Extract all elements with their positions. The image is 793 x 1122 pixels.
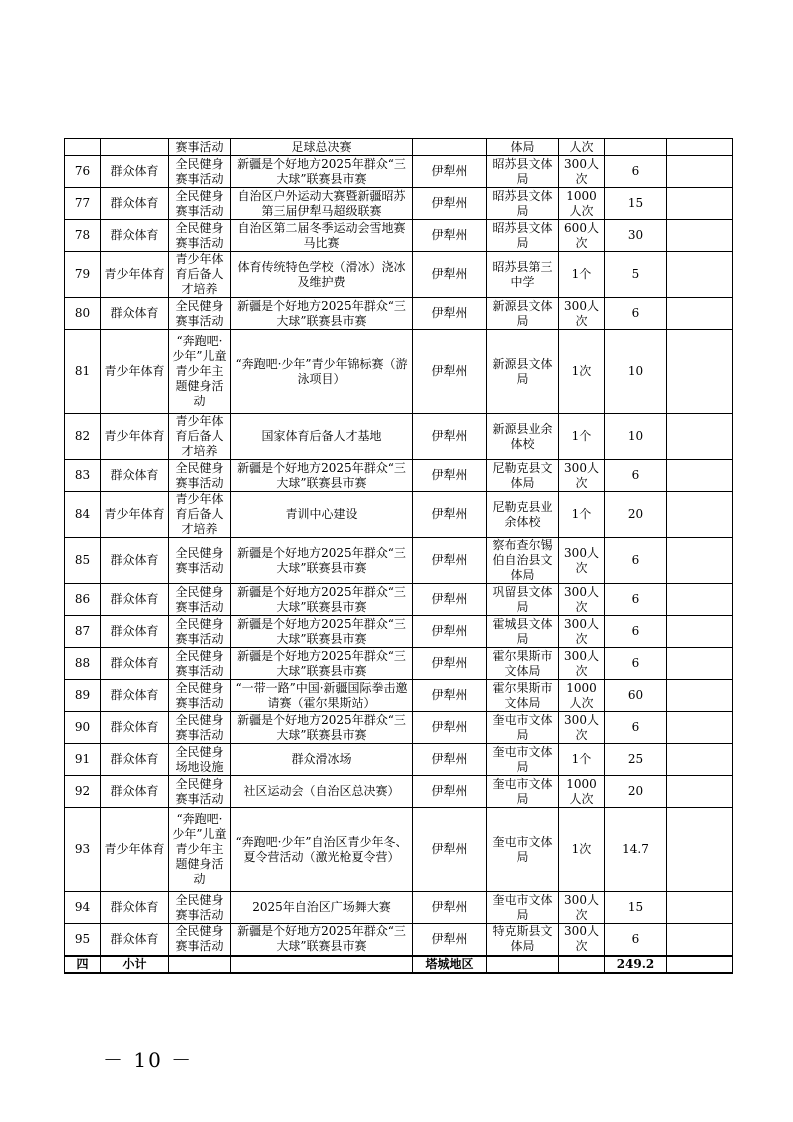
table-row (65, 492, 733, 538)
cell-activity-type: 青少年体育后备人才培养 (169, 414, 231, 460)
cell-activity-type: “奔跑吧·少年”儿童青少年主题健身活动 (169, 330, 231, 414)
table-row (65, 616, 733, 648)
cell-extra (667, 252, 733, 298)
cell-category: 群众体育 (101, 156, 169, 188)
cell-implementing-unit: 奎屯市文体局 (487, 808, 559, 892)
cell-row-number: 87 (65, 616, 101, 648)
cell-quantity: 300人次 (559, 156, 605, 188)
table-row (65, 188, 733, 220)
cell-activity-type: 全民健身赛事活动 (169, 220, 231, 252)
cell-activity-type: 全民健身场地设施 (169, 744, 231, 776)
cell-quantity: 300人次 (559, 892, 605, 924)
table-row (65, 924, 733, 956)
cell-funding: 6 (605, 298, 667, 330)
cell-quantity: 1000人次 (559, 776, 605, 808)
cell-row-number: 80 (65, 298, 101, 330)
cell-category: 青少年体育 (101, 252, 169, 298)
cell-project-name: 群众滑冰场 (231, 744, 413, 776)
cell-region: 伊犁州 (413, 712, 487, 744)
cell-implementing-unit: 新源县业余体校 (487, 414, 559, 460)
table-row (65, 330, 733, 414)
cell-project-name: 体育传统特色学校（滑冰）浇冰及维护费 (231, 252, 413, 298)
cell-extra (667, 139, 733, 156)
cell-row-number: 95 (65, 924, 101, 956)
cell-implementing-unit: 昭苏县文体局 (487, 220, 559, 252)
cell-category: 群众体育 (101, 712, 169, 744)
table-row (65, 220, 733, 252)
cell-project-name: 国家体育后备人才基地 (231, 414, 413, 460)
cell-project-name: “一带一路”中国·新疆国际拳击邀请赛（霍尔果斯站） (231, 680, 413, 712)
subtotal-row (65, 956, 733, 973)
cell-extra (667, 924, 733, 956)
cell-row-number: 82 (65, 414, 101, 460)
cell-row-number: 83 (65, 460, 101, 492)
cell-implementing-unit: 新源县文体局 (487, 298, 559, 330)
table-row (65, 538, 733, 584)
cell-extra (667, 414, 733, 460)
cell-quantity: 300人次 (559, 460, 605, 492)
cell-implementing-unit: 昭苏县第三中学 (487, 252, 559, 298)
cell-category: 青少年体育 (101, 330, 169, 414)
cell-implementing-unit: 尼勒克县文体局 (487, 460, 559, 492)
cell-funding: 6 (605, 924, 667, 956)
cell-funding: 25 (605, 744, 667, 776)
cell-row-number: 88 (65, 648, 101, 680)
cell-row-number: 76 (65, 156, 101, 188)
cell-implementing-unit: 巩留县文体局 (487, 584, 559, 616)
subtotal-quantity (559, 956, 605, 973)
cell-implementing-unit: 奎屯市文体局 (487, 712, 559, 744)
cell-project-name: 新疆是个好地方2025年群众“三大球”联赛县市赛 (231, 156, 413, 188)
cell-quantity: 1000人次 (559, 188, 605, 220)
cell-implementing-unit: 尼勒克县业余体校 (487, 492, 559, 538)
cell-funding: 14.7 (605, 808, 667, 892)
cell-region: 伊犁州 (413, 156, 487, 188)
cell-implementing-unit: 霍城县文体局 (487, 616, 559, 648)
table-row (65, 584, 733, 616)
cell-funding: 6 (605, 460, 667, 492)
cell-category: 群众体育 (101, 538, 169, 584)
cell-implementing-unit: 霍尔果斯市文体局 (487, 680, 559, 712)
table-row (65, 892, 733, 924)
subtotal-activity-type (169, 956, 231, 973)
cell-row-number: 77 (65, 188, 101, 220)
cell-quantity: 300人次 (559, 584, 605, 616)
subtotal-project-name (231, 956, 413, 973)
cell-extra (667, 616, 733, 648)
cell-extra (667, 460, 733, 492)
cell-project-name: “奔跑吧·少年”青少年锦标赛（游泳项目） (231, 330, 413, 414)
cell-quantity: 1个 (559, 492, 605, 538)
cell-activity-type: 青少年体育后备人才培养 (169, 252, 231, 298)
cell-project-name: 新疆是个好地方2025年群众“三大球”联赛县市赛 (231, 460, 413, 492)
cell-activity-type: 全民健身赛事活动 (169, 712, 231, 744)
cell-row-number: 86 (65, 584, 101, 616)
cell-quantity: 1个 (559, 414, 605, 460)
cell-region: 伊犁州 (413, 744, 487, 776)
cell-region: 伊犁州 (413, 252, 487, 298)
cell-extra (667, 330, 733, 414)
cell-row-number: 90 (65, 712, 101, 744)
cell-quantity: 300人次 (559, 712, 605, 744)
cell-activity-type: 全民健身赛事活动 (169, 924, 231, 956)
cell-project-name: 新疆是个好地方2025年群众“三大球”联赛县市赛 (231, 648, 413, 680)
subtotal-region: 塔城地区 (413, 956, 487, 973)
cell-region (413, 139, 487, 156)
cell-category: 群众体育 (101, 776, 169, 808)
cell-category: 群众体育 (101, 220, 169, 252)
table-row (65, 776, 733, 808)
cell-funding: 60 (605, 680, 667, 712)
cell-activity-type: 全民健身赛事活动 (169, 188, 231, 220)
cell-implementing-unit: 霍尔果斯市文体局 (487, 648, 559, 680)
funding-table (64, 138, 733, 974)
subtotal-extra (667, 956, 733, 973)
table-row (65, 252, 733, 298)
cell-quantity: 1个 (559, 744, 605, 776)
cell-row-number: 78 (65, 220, 101, 252)
cell-category: 青少年体育 (101, 492, 169, 538)
cell-extra (667, 492, 733, 538)
cell-region: 伊犁州 (413, 330, 487, 414)
table-row (65, 460, 733, 492)
cell-activity-type: 青少年体育后备人才培养 (169, 492, 231, 538)
cell-quantity: 300人次 (559, 538, 605, 584)
cell-activity-type: 全民健身赛事活动 (169, 584, 231, 616)
cell-category: 群众体育 (101, 744, 169, 776)
cell-row-number: 81 (65, 330, 101, 414)
cell-row-number (65, 139, 101, 156)
table-row (65, 744, 733, 776)
cell-category (101, 139, 169, 156)
cell-implementing-unit: 奎屯市文体局 (487, 744, 559, 776)
cell-region: 伊犁州 (413, 220, 487, 252)
cell-funding (605, 139, 667, 156)
cell-quantity: 1000人次 (559, 680, 605, 712)
cell-category: 群众体育 (101, 616, 169, 648)
cell-funding: 15 (605, 892, 667, 924)
cell-project-name: 足球总决赛 (231, 139, 413, 156)
cell-extra (667, 156, 733, 188)
cell-region: 伊犁州 (413, 648, 487, 680)
cell-extra (667, 776, 733, 808)
cell-activity-type: “奔跑吧·少年”儿童青少年主题健身活动 (169, 808, 231, 892)
cell-funding: 20 (605, 492, 667, 538)
cell-extra (667, 538, 733, 584)
cell-region: 伊犁州 (413, 414, 487, 460)
cell-region: 伊犁州 (413, 892, 487, 924)
table-row (65, 712, 733, 744)
cell-project-name: “奔跑吧·少年”自治区青少年冬、夏令营活动（激光枪夏令营） (231, 808, 413, 892)
table-row (65, 156, 733, 188)
cell-region: 伊犁州 (413, 776, 487, 808)
cell-quantity: 1个 (559, 252, 605, 298)
cell-category: 群众体育 (101, 584, 169, 616)
cell-extra (667, 892, 733, 924)
cell-implementing-unit: 特克斯县文体局 (487, 924, 559, 956)
cell-quantity: 1次 (559, 330, 605, 414)
cell-funding: 6 (605, 616, 667, 648)
cell-region: 伊犁州 (413, 584, 487, 616)
cell-extra (667, 298, 733, 330)
cell-category: 群众体育 (101, 648, 169, 680)
cell-region: 伊犁州 (413, 808, 487, 892)
cell-region: 伊犁州 (413, 298, 487, 330)
cell-category: 群众体育 (101, 188, 169, 220)
cell-quantity: 300人次 (559, 298, 605, 330)
table-row (65, 680, 733, 712)
cell-region: 伊犁州 (413, 188, 487, 220)
cell-funding: 6 (605, 538, 667, 584)
cell-category: 青少年体育 (101, 808, 169, 892)
table-row (65, 648, 733, 680)
cell-category: 群众体育 (101, 892, 169, 924)
cell-project-name: 新疆是个好地方2025年群众“三大球”联赛县市赛 (231, 616, 413, 648)
cell-project-name: 社区运动会（自治区总决赛） (231, 776, 413, 808)
cell-activity-type: 全民健身赛事活动 (169, 680, 231, 712)
cell-funding: 10 (605, 330, 667, 414)
cell-implementing-unit: 体局 (487, 139, 559, 156)
table-row (65, 808, 733, 892)
table-body (65, 139, 733, 973)
cell-project-name: 新疆是个好地方2025年群众“三大球”联赛县市赛 (231, 298, 413, 330)
cell-category: 群众体育 (101, 680, 169, 712)
cell-activity-type: 全民健身赛事活动 (169, 616, 231, 648)
subtotal-category: 小计 (101, 956, 169, 973)
cell-row-number: 92 (65, 776, 101, 808)
cell-row-number: 84 (65, 492, 101, 538)
cell-funding: 6 (605, 712, 667, 744)
cell-activity-type: 全民健身赛事活动 (169, 892, 231, 924)
cell-extra (667, 680, 733, 712)
cell-region: 伊犁州 (413, 492, 487, 538)
cell-extra (667, 712, 733, 744)
subtotal-implementing-unit (487, 956, 559, 973)
cell-row-number: 89 (65, 680, 101, 712)
cell-region: 伊犁州 (413, 616, 487, 648)
cell-activity-type: 全民健身赛事活动 (169, 648, 231, 680)
cell-row-number: 94 (65, 892, 101, 924)
cell-funding: 6 (605, 156, 667, 188)
cell-quantity: 1次 (559, 808, 605, 892)
cell-quantity: 人次 (559, 139, 605, 156)
cell-category: 群众体育 (101, 298, 169, 330)
page-number: － 10 － (103, 1048, 194, 1072)
cell-project-name: 自治区第二届冬季运动会雪地赛马比赛 (231, 220, 413, 252)
cell-extra (667, 220, 733, 252)
cell-extra (667, 808, 733, 892)
cell-project-name: 自治区户外运动大赛暨新疆昭苏第三届伊犁马超级联赛 (231, 188, 413, 220)
cell-row-number: 79 (65, 252, 101, 298)
cell-extra (667, 188, 733, 220)
cell-project-name: 新疆是个好地方2025年群众“三大球”联赛县市赛 (231, 584, 413, 616)
cell-activity-type: 全民健身赛事活动 (169, 776, 231, 808)
cell-activity-type: 赛事活动 (169, 139, 231, 156)
cell-funding: 10 (605, 414, 667, 460)
table-row (65, 298, 733, 330)
table-row (65, 414, 733, 460)
cell-activity-type: 全民健身赛事活动 (169, 298, 231, 330)
cell-implementing-unit: 奎屯市文体局 (487, 892, 559, 924)
cell-project-name: 2025年自治区广场舞大赛 (231, 892, 413, 924)
cell-extra (667, 744, 733, 776)
cell-funding: 5 (605, 252, 667, 298)
table-row (65, 139, 733, 156)
cell-quantity: 300人次 (559, 648, 605, 680)
cell-implementing-unit: 昭苏县文体局 (487, 188, 559, 220)
cell-implementing-unit: 察布查尔锡伯自治县文体局 (487, 538, 559, 584)
cell-project-name: 新疆是个好地方2025年群众“三大球”联赛县市赛 (231, 712, 413, 744)
cell-activity-type: 全民健身赛事活动 (169, 460, 231, 492)
cell-extra (667, 584, 733, 616)
cell-quantity: 600人次 (559, 220, 605, 252)
cell-funding: 30 (605, 220, 667, 252)
cell-activity-type: 全民健身赛事活动 (169, 538, 231, 584)
cell-quantity: 300人次 (559, 616, 605, 648)
cell-region: 伊犁州 (413, 680, 487, 712)
cell-region: 伊犁州 (413, 460, 487, 492)
cell-row-number: 91 (65, 744, 101, 776)
cell-implementing-unit: 昭苏县文体局 (487, 156, 559, 188)
cell-implementing-unit: 新源县文体局 (487, 330, 559, 414)
cell-category: 群众体育 (101, 460, 169, 492)
cell-activity-type: 全民健身赛事活动 (169, 156, 231, 188)
cell-project-name: 新疆是个好地方2025年群众“三大球”联赛县市赛 (231, 538, 413, 584)
subtotal-row-number: 四 (65, 956, 101, 973)
cell-category: 青少年体育 (101, 414, 169, 460)
cell-funding: 6 (605, 648, 667, 680)
cell-extra (667, 648, 733, 680)
cell-funding: 6 (605, 584, 667, 616)
cell-region: 伊犁州 (413, 924, 487, 956)
cell-project-name: 青训中心建设 (231, 492, 413, 538)
cell-funding: 15 (605, 188, 667, 220)
subtotal-funding: 249.2 (605, 956, 667, 973)
cell-region: 伊犁州 (413, 538, 487, 584)
cell-category: 群众体育 (101, 924, 169, 956)
cell-funding: 20 (605, 776, 667, 808)
cell-row-number: 93 (65, 808, 101, 892)
cell-implementing-unit: 奎屯市文体局 (487, 776, 559, 808)
cell-row-number: 85 (65, 538, 101, 584)
cell-quantity: 300人次 (559, 924, 605, 956)
cell-project-name: 新疆是个好地方2025年群众“三大球”联赛县市赛 (231, 924, 413, 956)
